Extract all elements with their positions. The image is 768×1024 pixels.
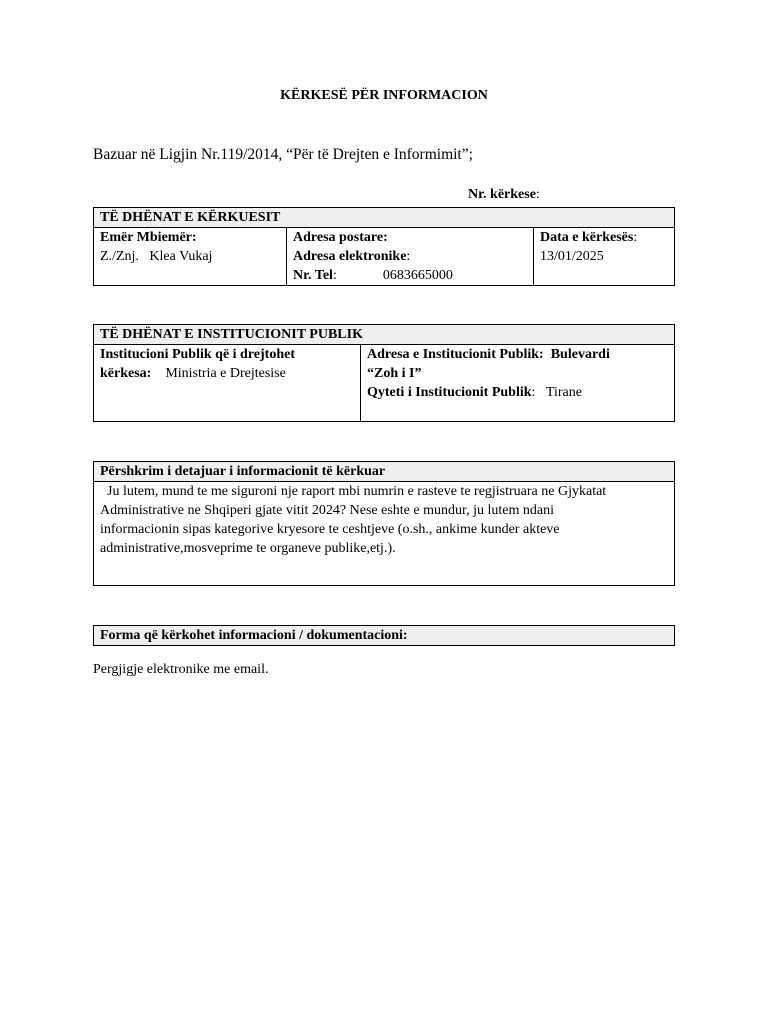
institution-city-colon: : [531, 385, 536, 400]
postal-address-label: Adresa postare: [293, 230, 388, 245]
institution-name-value: Ministria e Drejtesise [165, 366, 286, 381]
institution-address-label: Adresa e Institucionit Publik: [367, 347, 544, 362]
institution-section-title: TË DHËNAT E INSTITUCIONIT PUBLIK [94, 325, 675, 345]
requester-name-cell [94, 228, 287, 286]
request-date-cell [534, 228, 675, 286]
requester-table [93, 207, 675, 286]
form-section-title: Forma që kërkohet informacioni / dokumentacioni: [94, 626, 675, 646]
description-line-3: informacionin sipas kategorive kryesore te ceshtjeve (o.sh., ankime kunder akteve [100, 522, 560, 537]
institution-label-line1: Institucioni Publik që i drejtohet [100, 347, 295, 362]
institution-city-label: Qyteti i Institucionit Publik [367, 385, 532, 400]
legal-basis-text: Bazuar në Ligjin Nr.119/2014, “Për të Drejten e Informimit”; [93, 146, 473, 163]
phone-row [293, 266, 527, 285]
response-method-text: Pergjigje elektronike me email. [93, 662, 269, 677]
name-prefix: Z./Znj. [100, 249, 139, 264]
request-number [468, 187, 540, 203]
request-number-label: Nr. kërkese [468, 187, 536, 202]
phone-colon: : [332, 268, 337, 283]
date-colon: : [633, 230, 638, 245]
requester-section-title: TË DHËNAT E KËRKUESIT [94, 208, 675, 228]
institution-name-row [100, 364, 354, 383]
institution-address-cell [361, 345, 675, 422]
date-row [540, 228, 668, 247]
institution-address-value-2: “Zoh i I” [367, 366, 422, 381]
description-table [93, 461, 675, 586]
institution-table [93, 324, 675, 422]
date-label: Data e kërkesës [540, 230, 634, 245]
institution-address-value-1: Bulevardi [550, 347, 610, 362]
name-value [100, 247, 280, 266]
date-value: 13/01/2025 [540, 249, 604, 264]
description-line-1: Ju lutem, mund te me siguroni nje raport mbi numrin e rasteve te regjistruara ne Gjykatat [107, 484, 607, 499]
document-title: KËRKESË PËR INFORMACION [280, 88, 488, 103]
institution-city-value: Tirane [545, 385, 582, 400]
institution-address-row [367, 345, 668, 364]
requester-address-cell [287, 228, 534, 286]
description-section-title: Përshkrim i detajuar i informacionit të kërkuar [94, 462, 675, 482]
description-body [94, 482, 675, 586]
email-address-colon: : [406, 249, 411, 264]
email-address-row [293, 247, 527, 266]
phone-value: 0683665000 [382, 268, 453, 283]
request-number-colon: : [535, 187, 540, 202]
institution-city-row [367, 383, 668, 402]
description-line-4: administrative,mosveprime te organeve publike,etj.). [100, 541, 396, 556]
institution-name-cell [94, 345, 361, 422]
form-table [93, 625, 675, 646]
phone-label: Nr. Tel [293, 268, 333, 283]
name-label: Emër Mbiemër: [100, 230, 197, 245]
name-text: Klea Vukaj [149, 249, 213, 264]
email-address-label: Adresa elektronike [293, 249, 407, 264]
institution-label-line2: kërkesa: [100, 366, 152, 381]
description-line-2: Administrative ne Shqiperi gjate vitit 2024? Nese eshte e mundur, ju lutem ndani [100, 503, 554, 518]
